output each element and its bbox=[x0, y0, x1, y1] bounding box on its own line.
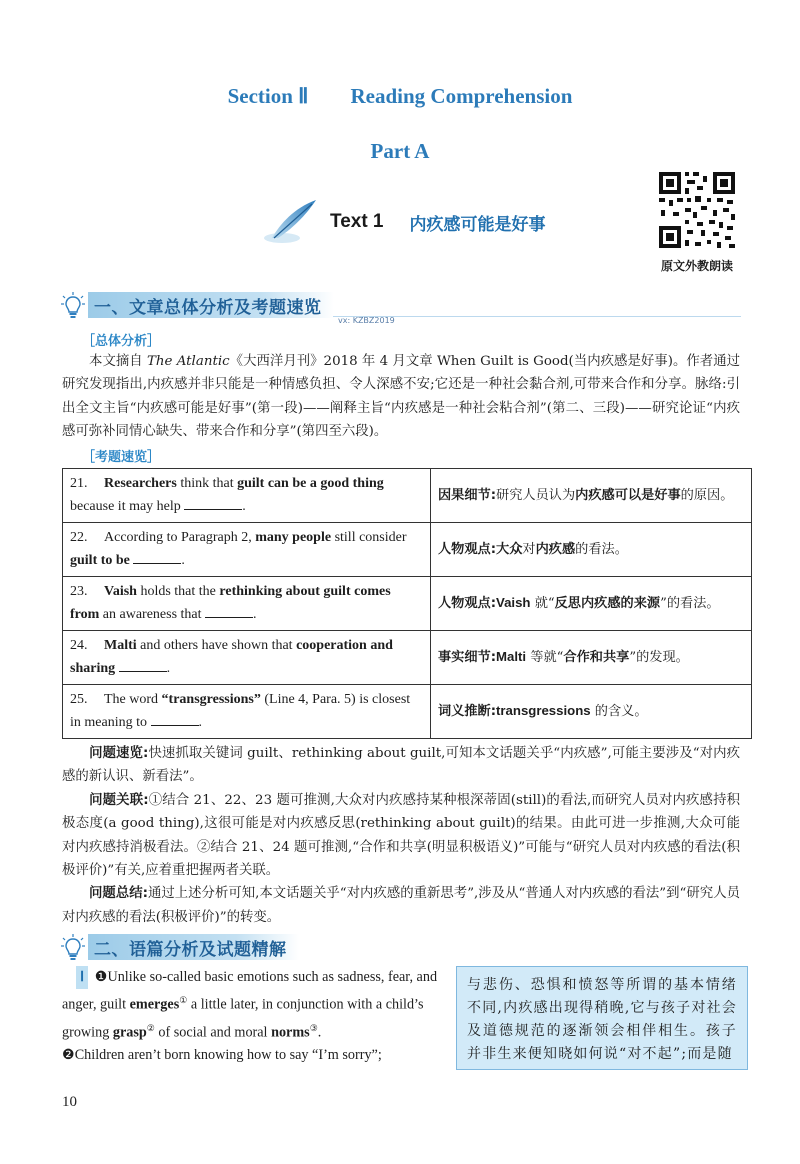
note-text: ①结合 21、22、23 题可推测,大众对内疚感持某种根深蒂固(still)的看法,而研究人员对内疚感持积极态度(a good thing),这很可能是对内疚感反思(rethinking about guilt)的结果。由此可进一步推测,大众可能对内疚感持消极看法。②结合 21、24 题可推测,“合作和共享(明显积极语义)”可能与“研究人员对内疚感的看法(积极评价)”有关,应着重把握两者关联。 bbox=[62, 792, 740, 879]
text-run: 的看法。 bbox=[575, 541, 628, 557]
keyword: Malti bbox=[496, 649, 527, 664]
reading-passage bbox=[62, 966, 448, 1067]
keyword: 合作和共享 bbox=[563, 650, 630, 665]
punctuation: . bbox=[242, 499, 246, 514]
punctuation: . bbox=[253, 607, 257, 622]
text-heading bbox=[262, 198, 546, 246]
question-text bbox=[63, 685, 431, 739]
text-run: ❷Children aren’t born knowing how to say “I’m sorry”; bbox=[62, 1047, 382, 1064]
overview-tag: ［总体分析］ bbox=[82, 334, 161, 349]
question-analysis bbox=[431, 523, 752, 577]
note-text: 快速抓取关键词 guilt、rethinking about guilt,可知本文话题关乎“内疚感”,可能主要涉及“对内疚感的新认识、新看法”。 bbox=[62, 746, 740, 785]
question-analysis bbox=[431, 469, 752, 523]
punctuation: . bbox=[198, 715, 202, 730]
text-title: 内疚感可能是好事 bbox=[409, 214, 546, 235]
analysis-label: 事实细节: bbox=[438, 650, 497, 665]
question-text bbox=[63, 469, 431, 523]
note-text: 通过上述分析可知,本文话题关乎“对内疚感的重新思考”,涉及从“普通人对内疚感的看法”到“研究人员对内疚感的看法(积极评价)”的转变。 bbox=[62, 886, 740, 925]
section-banner-2 bbox=[60, 932, 299, 962]
text-run: 对 bbox=[522, 541, 536, 557]
analysis-note bbox=[62, 882, 740, 929]
table-row bbox=[63, 631, 752, 685]
lightbulb-icon bbox=[60, 933, 86, 961]
question-table bbox=[62, 468, 752, 739]
translation-box: 与悲伤、恐惧和愤怒等所谓的基本情绪不同,内疚感出现得稍晚,它与孩子对社会及道德规范的逐渐领会相伴相生。孩子并非生来便知晓如何说“对不起”;而是随 bbox=[456, 966, 748, 1070]
text-run: ”的看法。 bbox=[660, 596, 720, 611]
quick-tag: ［考题速览］ bbox=[82, 450, 161, 465]
keyword: rethinking about guilt comes from bbox=[70, 584, 391, 622]
table-row bbox=[63, 523, 752, 577]
source-name: The Atlantic bbox=[146, 354, 230, 369]
note-label: 问题总结: bbox=[89, 886, 148, 902]
answer-blank bbox=[184, 495, 242, 510]
paragraph-number: Ⅰ bbox=[76, 966, 88, 989]
question-number: 25. bbox=[70, 692, 88, 707]
part-title: Part A bbox=[370, 139, 430, 163]
analysis-label: 因果细节: bbox=[438, 487, 497, 503]
text-label: Text 1 bbox=[330, 211, 384, 232]
text-run: The word bbox=[104, 692, 162, 707]
note-label: 问题速览: bbox=[89, 746, 149, 761]
keyword: 内疚感 bbox=[535, 541, 576, 557]
punctuation: . bbox=[181, 553, 185, 568]
watermark: vx: KZBZ2019 bbox=[338, 316, 395, 325]
text-run: and others have shown that bbox=[136, 638, 297, 653]
keyword: Malti bbox=[104, 638, 137, 653]
keyword: “transgressions” bbox=[161, 692, 261, 707]
question-number: 23. bbox=[70, 584, 88, 599]
vocab-footnote-marker: ② bbox=[146, 1022, 155, 1033]
table-row bbox=[63, 469, 752, 523]
text-run: According to Paragraph 2, bbox=[104, 530, 256, 545]
section-banner-1 bbox=[60, 290, 334, 320]
analysis-label: 人物观点: bbox=[438, 541, 497, 557]
question-number: 21. bbox=[70, 476, 88, 491]
answer-blank bbox=[205, 603, 253, 618]
text-run: 就“ bbox=[530, 596, 555, 611]
overview-paragraph: 本文摘自 The Atlantic《大西洋月刊》2018 年 4 月文章 When Guilt is Good(当内疚感是好事)。作者通过研究发现指出,内疚感并非只能是一种情感负担、令人深感不安;它还是一种社会黏合剂,可带来合作和分享。脉络:引出全文主旨“内疚感可能是好事”(第一段)——阐释主旨“内疚感是一种社会粘合剂”(第二、三段)——研究论证“内疚感可弥补同情心缺失、带来合作和分享”(第四至六段)。 bbox=[62, 354, 741, 440]
text-run: . bbox=[317, 1024, 322, 1041]
question-analysis bbox=[431, 577, 752, 631]
keyword: 反思内疚感的来源 bbox=[554, 596, 661, 611]
text-run: 的原因。 bbox=[680, 487, 734, 503]
banner-title: 二、语篇分析及试题精解 bbox=[88, 934, 299, 960]
text-run: an awareness that bbox=[99, 607, 206, 622]
qr-caption: 原文外教朗读 bbox=[660, 259, 733, 273]
keyword: guilt can be a good thing bbox=[237, 476, 384, 491]
section-label: Section Ⅱ bbox=[227, 84, 309, 108]
text-run: think that bbox=[176, 476, 238, 491]
analysis-note bbox=[62, 789, 740, 883]
text-run: 研究人员认为 bbox=[496, 487, 576, 503]
punctuation: . bbox=[166, 661, 171, 676]
page-number: 10 bbox=[62, 1094, 77, 1110]
text-run: ”的发现。 bbox=[629, 650, 689, 665]
text-run: holds that the bbox=[136, 584, 220, 599]
vocab-word: emerges bbox=[129, 996, 180, 1013]
keyword: Researchers bbox=[104, 476, 177, 491]
text-run: 的含义。 bbox=[590, 704, 648, 719]
keyword: 大众 bbox=[496, 541, 523, 557]
text-run: 等就“ bbox=[526, 650, 564, 665]
qr-code-icon[interactable] bbox=[657, 170, 737, 250]
analysis-label: 人物观点: bbox=[438, 596, 497, 611]
table-row bbox=[63, 685, 752, 739]
section-title bbox=[0, 84, 800, 109]
vocab-footnote-marker: ③ bbox=[309, 1022, 318, 1033]
keyword: guilt to be bbox=[70, 553, 130, 568]
table-row bbox=[63, 577, 752, 631]
vocab-word: norms bbox=[271, 1024, 310, 1041]
keyword: transgressions bbox=[496, 703, 591, 718]
question-analysis bbox=[431, 631, 752, 685]
analysis-label: 词义推断: bbox=[438, 704, 497, 719]
question-number: 24. bbox=[70, 638, 88, 653]
quill-pen-icon bbox=[262, 198, 320, 246]
keyword: 内疚感可以是好事 bbox=[575, 487, 681, 503]
answer-blank bbox=[151, 711, 199, 726]
lightbulb-icon bbox=[60, 291, 86, 319]
analysis-note bbox=[62, 742, 740, 789]
note-label: 问题关联: bbox=[89, 792, 149, 808]
answer-blank bbox=[119, 657, 167, 672]
answer-blank bbox=[133, 549, 181, 564]
banner-title: 一、文章总体分析及考题速览 bbox=[88, 292, 334, 318]
vocab-footnote-marker: ① bbox=[179, 995, 188, 1005]
section-name: Reading Comprehension bbox=[350, 84, 573, 108]
question-text bbox=[63, 631, 431, 685]
vocab-word: grasp bbox=[112, 1024, 147, 1041]
keyword: Vaish bbox=[496, 595, 531, 610]
notes bbox=[62, 742, 740, 929]
text-run: of social and moral bbox=[154, 1024, 272, 1041]
text-run: a little later, in conjunction with a child’s growing bbox=[62, 996, 424, 1041]
keyword: Vaish bbox=[104, 584, 137, 599]
text-run: still consider bbox=[331, 530, 407, 545]
text-run: because it may help bbox=[70, 499, 185, 514]
text-run: (Line 4, Para. 5) is closest in meaning to bbox=[70, 692, 411, 730]
question-analysis bbox=[431, 685, 752, 739]
keyword: many people bbox=[255, 530, 332, 545]
question-text bbox=[63, 577, 431, 631]
question-number: 22. bbox=[70, 530, 88, 545]
text-run: ❶Unlike so-called basic emotions such as sadness, fear, and anger, guilt bbox=[62, 969, 438, 1013]
question-text bbox=[63, 523, 431, 577]
keyword: cooperation and sharing bbox=[70, 638, 393, 676]
